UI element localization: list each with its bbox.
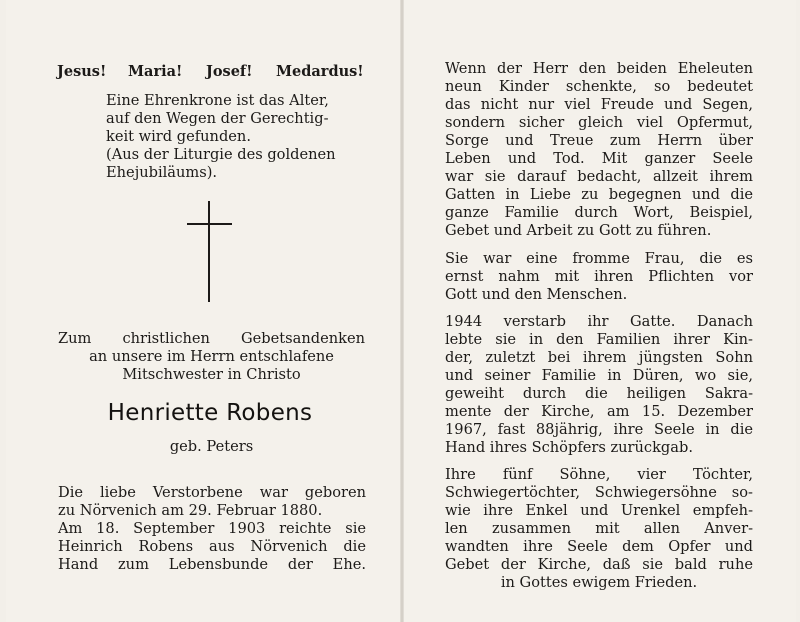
para4-line: wie ihre Enkel und Urenkel empfeh-: [445, 502, 753, 519]
para4-line: in Gottes ewigem Frieden.: [500, 574, 698, 591]
para1-line: neun Kinder schenkte, so bedeutet: [445, 78, 753, 95]
memorial-line: an unsere im Herrn entschlafene: [89, 348, 334, 365]
cross-bar: [187, 223, 232, 225]
maiden-name: geb. Peters: [169, 438, 254, 455]
para4-line: len zusammen mit allen Anver-: [445, 520, 753, 537]
para1-line: Sorge und Treue zum Herrn über: [445, 132, 753, 149]
memorial-line: Zum christlichen Gebetsandenken: [58, 330, 365, 347]
para3-line: 1967, fast 88jährig, ihre Seele in die: [445, 421, 753, 438]
para1-line: war sie darauf bedacht, allzeit ihrem: [445, 168, 753, 185]
para1-line: sondern sicher gleich viel Opfermut,: [445, 114, 753, 131]
para4-line: Schwiegertöchter, Schwiegersöhne so-: [445, 484, 753, 501]
quote-line: Eine Ehrenkrone ist das Alter,: [106, 92, 329, 109]
cross-icon: [208, 201, 210, 302]
para4-line: wandten ihre Seele dem Opfer und: [445, 538, 753, 555]
memorial-line: Mitschwester in Christo: [122, 366, 301, 383]
bio-line: Hand zum Lebensbunde der Ehe.: [58, 556, 366, 573]
quote-line: Ehejubiläums).: [106, 164, 218, 181]
quote-line: keit wird gefunden.: [106, 128, 251, 145]
heading-maria: Maria!: [128, 63, 183, 80]
para4-line: Gebet der Kirche, daß sie bald ruhe: [445, 556, 753, 573]
para1-line: das nicht nur viel Freude und Segen,: [445, 96, 753, 113]
para3-line: 1944 verstarb ihr Gatte. Danach: [445, 313, 753, 330]
para1-line: Wenn der Herr den beiden Eheleuten: [445, 60, 753, 77]
para3-line: und seiner Familie in Düren, wo sie,: [445, 367, 753, 384]
para1-line: ganze Familie durch Wort, Beispiel,: [445, 204, 753, 221]
heading-josef: Josef!: [206, 63, 253, 80]
para3-line: lebte sie in den Familien ihrer Kin-: [445, 331, 753, 348]
para2-line: Sie war eine fromme Frau, die es: [445, 250, 753, 267]
bio-line: zu Nörvenich am 29. Februar 1880.: [58, 502, 323, 519]
para3-line: mente der Kirche, am 15. Dezember: [445, 403, 753, 420]
para2-line: ernst nahm mit ihren Pflichten vor: [445, 268, 753, 285]
bio-line: Die liebe Verstorbene war geboren: [58, 484, 366, 501]
para1-line: Leben und Tod. Mit ganzer Seele: [445, 150, 753, 167]
para1-line: Gatten in Liebe zu begegnen und die: [445, 186, 753, 203]
para2-line: Gott und den Menschen.: [445, 286, 628, 303]
bio-line: Am 18. September 1903 reichte sie: [58, 520, 366, 537]
para3-line: Hand ihres Schöpfers zurückgab.: [445, 439, 693, 456]
deceased-name: Henriette Robens: [107, 400, 313, 426]
para3-line: der, zuletzt bei ihrem jüngsten Sohn: [445, 349, 753, 366]
quote-line: (Aus der Liturgie des goldenen: [106, 146, 336, 163]
para4-line: Ihre fünf Söhne, vier Töchter,: [445, 466, 753, 483]
heading-medardus: Medardus!: [276, 63, 364, 80]
bio-line: Heinrich Robens aus Nörvenich die: [58, 538, 366, 555]
quote-line: auf den Wegen der Gerechtig-: [106, 110, 329, 127]
para1-line: Gebet und Arbeit zu Gott zu führen.: [445, 222, 712, 239]
heading-jesus: Jesus!: [57, 63, 107, 80]
para3-line: geweiht durch die heiligen Sakra-: [445, 385, 753, 402]
